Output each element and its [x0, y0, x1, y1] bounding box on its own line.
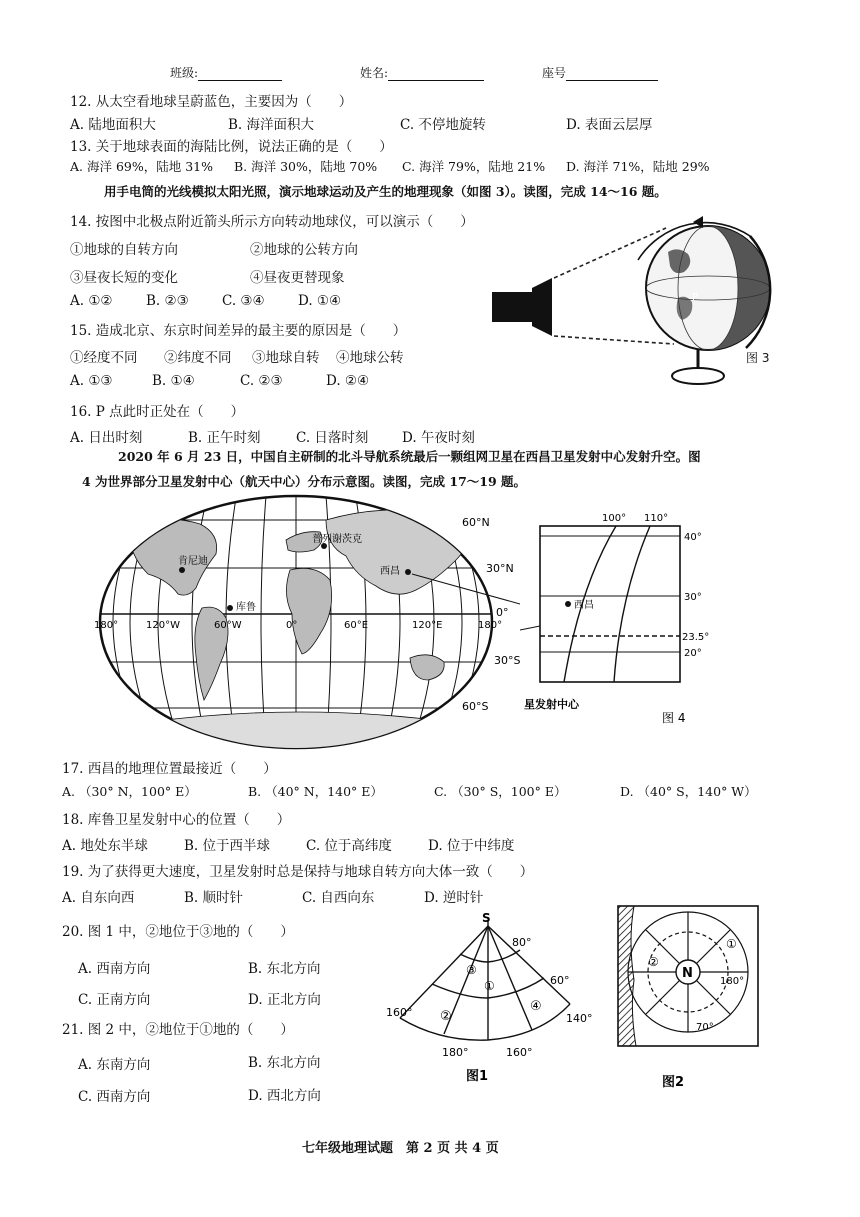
figure-3-caption: 图 3: [746, 351, 770, 365]
lon-label-0: 0°: [286, 620, 298, 631]
lon-label-120w: 120°W: [146, 620, 180, 631]
q14-option-c: C. ③④: [222, 293, 265, 309]
place-kennedy: 肯尼迪: [178, 556, 208, 567]
figure-2-point-1: ①: [726, 937, 737, 951]
q12-stem: 12. 从太空看地球呈蔚蓝色，主要因为（ ）: [70, 94, 353, 110]
figure-1-point-4: ④: [530, 999, 542, 1014]
p-point-label: P: [692, 292, 699, 303]
inset-lon-110: 110°: [644, 513, 669, 524]
inset-lat-23-5: 23.5°: [682, 632, 710, 643]
q15-item-3: ③地球自转: [252, 350, 320, 366]
q18-option-a: A. 地处东半球: [62, 838, 148, 854]
q19-option-b: B. 顺时针: [184, 890, 244, 906]
figure-4-legend: 星发射中心: [524, 698, 579, 711]
figure-1-lat-80: 80°: [512, 936, 532, 949]
q12-option-d: D. 表面云层厚: [566, 117, 653, 133]
inset-lat-30: 30°: [684, 592, 702, 603]
kourou-marker: [227, 605, 233, 611]
lat-label-60s: 60°S: [462, 700, 489, 713]
name-field: [360, 64, 484, 81]
lat-label-60n: 60°N: [462, 516, 490, 529]
lon-label-60w: 60°W: [214, 620, 242, 631]
q21-option-a: A. 东南方向: [78, 1057, 151, 1073]
inset-lat-40: 40°: [684, 532, 702, 543]
place-xichang: 西昌: [380, 566, 400, 577]
q12-option-a: A. 陆地面积大: [70, 117, 156, 133]
q13-option-c: C. 海洋 79%，陆地 21%: [402, 159, 546, 174]
figure-1-caption: 图1: [466, 1069, 489, 1084]
q13-option-b: B. 海洋 30%，陆地 70%: [234, 159, 378, 174]
q16-stem: 16. P 点此时正处在（ ）: [70, 404, 245, 420]
q21-option-c: C. 西南方向: [78, 1089, 151, 1105]
inset-xichang-marker: [565, 601, 571, 607]
q20-stem: 20. 图 1 中，②地位于③地的（ ）: [62, 924, 294, 940]
q15-item-1: ①经度不同: [70, 350, 138, 366]
flashlight-head: [532, 278, 552, 336]
q13-option-a: A. 海洋 69%，陆地 31%: [70, 159, 213, 174]
q19-option-a: A. 自东向西: [62, 890, 135, 906]
q15-stem: 15. 造成北京、东京时间差异的最主要的原因是（ ）: [70, 323, 407, 339]
figure-1-lon-140: 140°: [566, 1012, 593, 1025]
q17-option-b: B. （40° N，140° E）: [248, 784, 383, 799]
q21-option-b: B. 东北方向: [248, 1055, 321, 1071]
q15-item-4: ④地球公转: [336, 350, 404, 366]
q15-option-a: A. ①③: [70, 373, 113, 389]
q16-option-c: C. 日落时刻: [296, 430, 369, 446]
figure-4-world-map: [90, 490, 520, 752]
seat-blank[interactable]: [566, 68, 658, 81]
lat-label-0: 0°: [496, 606, 509, 619]
place-plesetsk: 普列谢茨克: [312, 534, 362, 545]
lat-label-30n: 30°N: [486, 562, 514, 575]
q21-stem: 21. 图 2 中，②地位于①地的（ ）: [62, 1022, 294, 1038]
lon-label-180e: 180°: [478, 620, 503, 631]
q14-item-2: ②地球的公转方向: [250, 242, 358, 258]
q15-option-d: D. ②④: [326, 373, 370, 389]
q17-option-c: C. （30° S，100° E）: [434, 784, 567, 799]
figure-1-lon-160-left: 160°: [386, 1006, 413, 1019]
figure-1-lon-160-bottom: 160°: [506, 1046, 533, 1059]
q17-option-a: A. （30° N，100° E）: [62, 784, 197, 799]
q19-stem: 19. 为了获得更大速度，卫星发射时总是保持与地球自转方向大体一致（ ）: [62, 864, 534, 880]
q14-stem: 14. 按图中北极点附近箭头所示方向转动地球仪，可以演示（ ）: [70, 214, 474, 230]
figure-2-lon-180: 180°: [720, 976, 745, 987]
figure-1-pole: S: [482, 912, 491, 925]
q16-option-a: A. 日出时刻: [70, 430, 143, 446]
figure-2-pole: N: [682, 966, 693, 981]
q13-stem: 13. 关于地球表面的海陆比例，说法正确的是（ ）: [70, 139, 393, 155]
figure-3: [488, 208, 788, 392]
q16-option-d: D. 午夜时刻: [402, 430, 475, 446]
inset-place-xichang: 西昌: [574, 600, 594, 611]
figure-1-point-3: ③: [466, 963, 477, 977]
figure-1-point-2: ②: [440, 1009, 452, 1024]
name-blank[interactable]: [388, 68, 484, 81]
q20-option-b: B. 东北方向: [248, 961, 321, 977]
inset-lat-20: 20°: [684, 648, 702, 659]
q14-item-4: ④昼夜更替现象: [250, 270, 345, 286]
q18-option-b: B. 位于西半球: [184, 838, 271, 854]
q16-option-b: B. 正午时刻: [188, 430, 261, 446]
page-footer: 七年级地理试题 第 2 页 共 4 页: [302, 1141, 499, 1156]
kennedy-marker: [179, 567, 185, 573]
xichang-marker: [405, 569, 411, 575]
class-blank[interactable]: [198, 68, 282, 81]
q14-option-d: D. ①④: [298, 293, 342, 309]
figure-1-lon-180: 180°: [442, 1046, 469, 1059]
q20-option-c: C. 正南方向: [78, 992, 151, 1008]
q12-option-b: B. 海洋面积大: [228, 117, 315, 133]
figure-1-point-1: ①: [484, 979, 495, 993]
q17-option-d: D. （40° S，140° W）: [620, 784, 757, 799]
lon-label-180w: 180°: [94, 620, 119, 631]
q19-option-d: D. 逆时针: [424, 890, 484, 906]
class-label: 班级:: [170, 66, 199, 80]
q14-item-3: ③昼夜长短的变化: [70, 270, 178, 286]
seat-label: 座号: [542, 66, 567, 80]
q12-option-c: C. 不停地旋转: [400, 117, 486, 133]
lat-label-30s: 30°S: [494, 654, 520, 667]
figure-2-lat-70: 70°: [696, 1022, 714, 1033]
q15-item-2: ②纬度不同: [164, 350, 232, 366]
intro-17-19-line2: 4 为世界部分卫星发射中心（航天中心）分布示意图。读图，完成 17～19 题。: [82, 474, 527, 489]
inset-lon-100: 100°: [602, 513, 627, 524]
q20-option-d: D. 正北方向: [248, 992, 321, 1008]
q13-option-d: D. 海洋 71%，陆地 29%: [566, 159, 710, 174]
figure-4-inset: [520, 506, 720, 726]
lon-label-60e: 60°E: [344, 620, 369, 631]
seat-field: [542, 64, 658, 81]
name-label: 姓名:: [360, 66, 389, 80]
q18-option-d: D. 位于中纬度: [428, 838, 515, 854]
intro-17-19-line1: 2020 年 6 月 23 日，中国自主研制的北斗导航系统最后一颗组网卫星在西昌卫星发射中心发射升空。图: [118, 449, 701, 464]
figure-2: [612, 900, 762, 1096]
flashlight-body: [492, 292, 532, 322]
q17-stem: 17. 西昌的地理位置最接近（ ）: [62, 761, 277, 777]
q18-option-c: C. 位于高纬度: [306, 838, 392, 854]
q14-option-a: A. ①②: [70, 293, 113, 309]
q14-option-b: B. ②③: [146, 293, 189, 309]
q20-option-a: A. 西南方向: [78, 961, 151, 977]
intro-14-16: 用手电筒的光线模拟太阳光照，演示地球运动及产生的地理现象（如图 3）。读图，完成 14～16 题。: [104, 184, 667, 199]
q19-option-c: C. 自西向东: [302, 890, 375, 906]
q15-option-b: B. ①④: [152, 373, 195, 389]
figure-1-lat-60: 60°: [550, 974, 570, 987]
q14-item-1: ①地球的自转方向: [70, 242, 178, 258]
figure-4-caption: 图 4: [662, 711, 686, 725]
lon-label-120e: 120°E: [412, 620, 443, 631]
q18-stem: 18. 库鲁卫星发射中心的位置（ ）: [62, 812, 291, 828]
figure-1: [380, 912, 600, 1088]
figure-2-point-2: ②: [648, 955, 659, 969]
q15-option-c: C. ②③: [240, 373, 283, 389]
class-field: [170, 64, 282, 81]
figure-2-caption: 图2: [662, 1075, 685, 1090]
place-kourou: 库鲁: [236, 602, 256, 613]
q21-option-d: D. 西北方向: [248, 1088, 321, 1104]
